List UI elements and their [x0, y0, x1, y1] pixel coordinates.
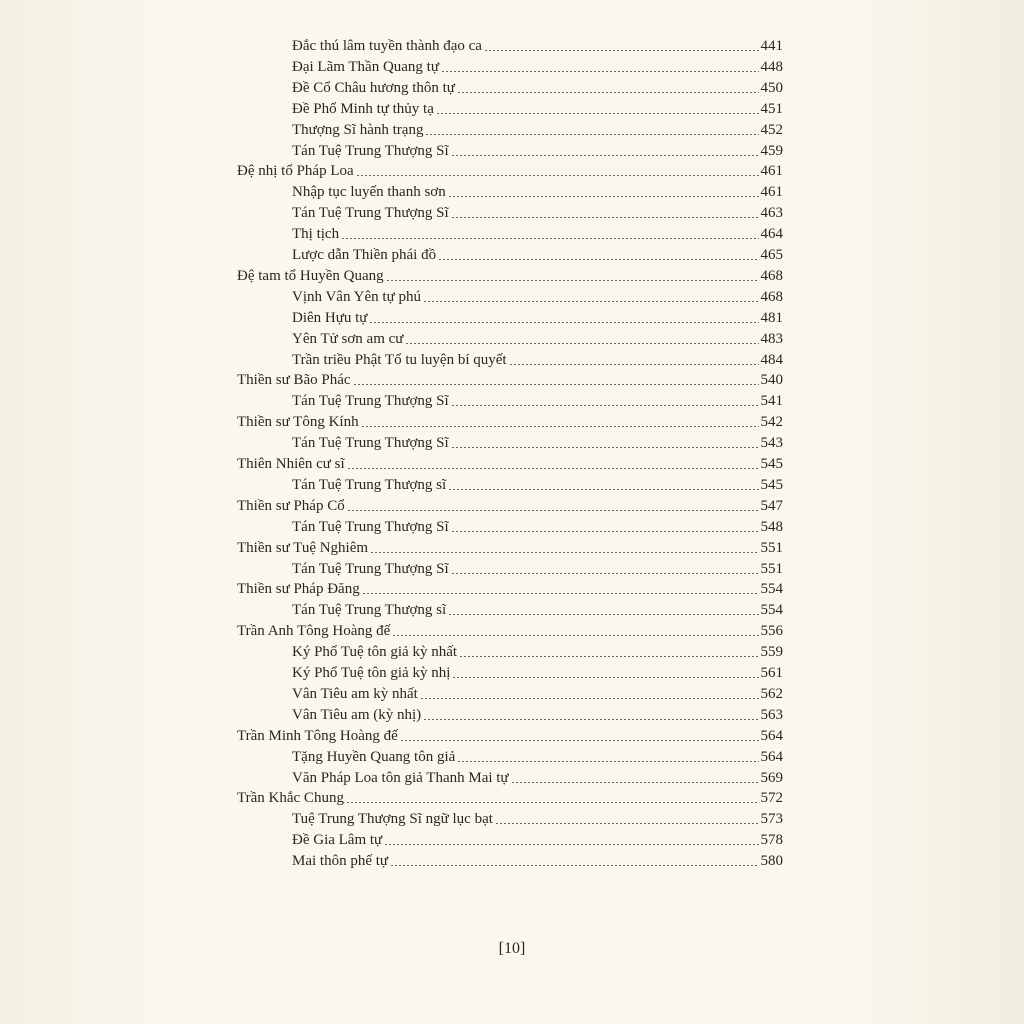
dot-leader — [369, 322, 758, 323]
toc-entry-page: 461 — [760, 184, 783, 201]
toc-entry-title: Đệ nhị tổ Pháp Loa — [237, 163, 354, 180]
toc-entry-page: 573 — [760, 811, 783, 828]
toc-entry-title: Văn Pháp Loa tôn giả Thanh Mai tự — [292, 769, 509, 786]
toc-entry-title: Ký Phổ Tuệ tôn giả kỳ nhất — [292, 644, 458, 661]
toc-entry-title: Yên Tử sơn am cư — [292, 330, 404, 347]
toc-subentry — [292, 600, 783, 620]
toc-entry-title: Trần triều Phật Tổ tu luyện bí quyết — [292, 351, 507, 368]
toc-entry-page: 580 — [760, 853, 783, 870]
dot-leader — [448, 489, 758, 490]
toc-entry-page: 561 — [760, 665, 783, 681]
toc-entry-title: Trần Anh Tông Hoàng đế — [237, 623, 391, 640]
toc-entry-page: 572 — [760, 790, 783, 807]
dot-leader — [459, 656, 758, 657]
toc-entry-page: 562 — [760, 685, 783, 702]
toc-subentry — [292, 182, 783, 202]
dot-leader — [362, 593, 759, 594]
toc-subentry — [292, 747, 783, 767]
toc-entry-title: Đắc thú lâm tuyền thành đạo ca — [292, 38, 482, 54]
toc-subentry — [292, 36, 783, 56]
dot-leader — [400, 740, 759, 741]
dot-leader — [423, 301, 759, 302]
toc-entry-page: 554 — [760, 581, 783, 598]
dot-leader — [451, 447, 759, 448]
toc-entry — [237, 412, 783, 432]
dot-leader — [353, 384, 759, 385]
toc-entry-title: Vân Tiêu am kỳ nhất — [292, 685, 418, 702]
dot-leader — [390, 865, 758, 866]
page-number: [10] — [498, 940, 526, 957]
toc-entry — [237, 370, 783, 390]
toc-entry-page: 450 — [760, 79, 783, 96]
toc-entry — [237, 496, 783, 516]
toc-entry — [237, 161, 783, 181]
toc-entry-page: 540 — [760, 372, 783, 389]
toc-entry-title: Thiền sư Pháp Cổ — [237, 497, 345, 514]
toc-entry-page: 564 — [760, 727, 783, 744]
toc-entry-page: 483 — [760, 330, 783, 347]
dot-leader — [436, 113, 759, 114]
toc-entry-page: 459 — [760, 142, 783, 159]
toc-entry-title: Tán Tuệ Trung Thượng Sĩ — [292, 205, 449, 222]
dot-leader — [441, 71, 759, 72]
dot-leader — [386, 280, 759, 281]
toc-subentry — [292, 141, 783, 161]
toc-entry-page: 545 — [760, 476, 783, 493]
toc-entry-page: 569 — [760, 769, 783, 786]
dot-leader — [448, 196, 759, 197]
toc-subentry — [292, 642, 783, 662]
toc-entry-page: 464 — [760, 226, 783, 243]
toc-subentry — [292, 684, 783, 704]
toc-entry-title: Tán Tuệ Trung Thượng Sĩ — [292, 560, 449, 577]
toc-entry-page: 559 — [760, 644, 783, 661]
dot-leader — [448, 614, 758, 615]
toc-entry-page: 547 — [760, 497, 783, 514]
dot-leader — [341, 238, 758, 239]
dot-leader — [457, 761, 758, 762]
toc-entry-page: 468 — [760, 267, 783, 284]
toc-subentry — [292, 433, 783, 453]
toc-entry-title: Đại Lãm Thần Quang tự — [292, 58, 439, 75]
toc-entry-title: Tán Tuệ Trung Thượng Sĩ — [292, 393, 449, 410]
toc-subentry — [292, 391, 783, 411]
dot-leader — [451, 155, 759, 156]
toc-entry-page: 551 — [760, 539, 783, 556]
toc-entry — [237, 788, 783, 808]
toc-subentry — [292, 203, 783, 223]
dot-leader — [347, 510, 759, 511]
toc-entry-page: 551 — [760, 560, 783, 577]
dot-leader — [451, 217, 759, 218]
toc-entry-page: 441 — [760, 38, 783, 54]
toc-entry-title: Đề Cổ Châu hương thôn tự — [292, 79, 455, 96]
toc-entry-page: 484 — [760, 351, 783, 368]
toc-subentry — [292, 308, 783, 328]
toc-entry-title: Mai thôn phế tự — [292, 853, 389, 870]
toc-entry-title: Tán Tuệ Trung Thượng sĩ — [292, 602, 447, 619]
toc-entry-page: 468 — [760, 288, 783, 305]
dot-leader — [509, 364, 759, 365]
dot-leader — [452, 677, 758, 678]
toc-entry-title: Tán Tuệ Trung Thượng Sĩ — [292, 142, 449, 159]
toc-entry-title: Đề Phổ Minh tự thủy tạ — [292, 100, 434, 117]
toc-entry-title: Tặng Huyền Quang tôn giả — [292, 748, 456, 765]
toc-entry-title: Tán Tuệ Trung Thượng Sĩ — [292, 518, 449, 535]
dot-leader — [451, 573, 759, 574]
toc-entry — [237, 266, 783, 286]
toc-entry — [237, 579, 783, 599]
toc-entry-title: Vịnh Vân Yên tự phú — [292, 288, 421, 305]
toc-entry-title: Lược dẫn Thiền phái đồ — [292, 247, 437, 263]
toc-entry — [237, 726, 783, 746]
toc-entry — [237, 621, 783, 641]
toc-subentry — [292, 517, 783, 537]
toc-entry-title: Thiền sư Tông Kính — [237, 414, 359, 431]
dot-leader — [423, 719, 758, 720]
toc-subentry — [292, 99, 783, 119]
toc-entry-page: 452 — [760, 121, 783, 138]
dot-leader — [347, 468, 759, 469]
toc-entry-title: Trần Khắc Chung — [237, 790, 344, 807]
dot-leader — [511, 782, 759, 783]
toc-subentry — [292, 78, 783, 98]
dot-leader — [370, 552, 758, 553]
toc-entry-page: 448 — [760, 58, 783, 75]
toc-subentry — [292, 224, 783, 244]
toc-subentry — [292, 120, 783, 140]
dot-leader — [405, 343, 758, 344]
dot-leader — [451, 405, 759, 406]
toc-entry-page: 461 — [760, 163, 783, 180]
toc-entry-page: 481 — [760, 309, 783, 326]
toc-subentry — [292, 245, 783, 265]
toc-entry-title: Đệ tam tổ Huyền Quang — [237, 267, 384, 284]
toc-subentry — [292, 809, 783, 829]
toc-subentry — [292, 287, 783, 307]
toc-entry-title: Tuệ Trung Thượng Sĩ ngữ lục bạt — [292, 811, 493, 828]
toc-entry-page: 556 — [760, 623, 783, 640]
toc-entry-page: 541 — [760, 393, 783, 410]
toc-subentry — [292, 350, 783, 370]
dot-leader — [346, 802, 759, 803]
toc-entry-page: 543 — [760, 435, 783, 452]
dot-leader — [356, 175, 759, 176]
toc-entry-title: Thiền sư Bão Phác — [237, 372, 351, 389]
toc-entry-page: 578 — [760, 832, 783, 849]
toc-entry-title: Diên Hựu tự — [292, 309, 368, 326]
toc-entry-page: 542 — [760, 414, 783, 431]
toc-entry — [237, 538, 783, 558]
toc-entry-page: 563 — [760, 706, 783, 723]
dot-leader — [425, 134, 758, 135]
toc-subentry — [292, 705, 783, 725]
dot-leader — [392, 635, 758, 636]
dot-leader — [495, 823, 759, 824]
toc-entry-page: 545 — [760, 456, 783, 472]
toc-entry-page: 451 — [760, 100, 783, 117]
toc-entry-page: 465 — [760, 247, 783, 263]
toc-entry-title: Thiền sư Pháp Đăng — [237, 581, 360, 598]
toc-subentry — [292, 475, 783, 495]
toc-entry-page: 554 — [760, 602, 783, 619]
toc-subentry — [292, 663, 783, 683]
dot-leader — [384, 844, 758, 845]
toc-entry-page: 564 — [760, 748, 783, 765]
toc-entry — [237, 454, 783, 474]
toc-entry-title: Tán Tuệ Trung Thượng Sĩ — [292, 435, 449, 452]
toc-entry-title: Vân Tiêu am (kỳ nhị) — [292, 706, 422, 723]
toc-entry-title: Ký Phổ Tuệ tôn giả kỳ nhị — [292, 665, 451, 681]
toc-subentry — [292, 768, 783, 788]
toc-subentry — [292, 329, 783, 349]
toc-entry-title: Thị tịch — [292, 226, 340, 243]
dot-leader — [361, 426, 759, 427]
toc-entry-title: Tán Tuệ Trung Thượng sĩ — [292, 476, 447, 493]
toc-entry-page: 463 — [760, 205, 783, 222]
dot-leader — [438, 259, 758, 260]
toc-subentry — [292, 559, 783, 579]
toc-subentry — [292, 851, 783, 871]
toc-entry-title: Thượng Sĩ hành trạng — [292, 121, 424, 138]
toc-entry-page: 548 — [760, 518, 783, 535]
toc-subentry — [292, 57, 783, 77]
dot-leader — [451, 531, 759, 532]
toc-entry-title: Đề Gia Lâm tự — [292, 832, 383, 849]
toc-entry-title: Nhập tục luyến thanh sơn — [292, 184, 446, 201]
toc-entry-title: Thiên Nhiên cư sĩ — [237, 456, 345, 472]
toc-entry-title: Thiền sư Tuệ Nghiêm — [237, 539, 369, 556]
toc-subentry — [292, 830, 783, 850]
toc-entry-title: Trần Minh Tông Hoàng đế — [237, 727, 398, 744]
dot-leader — [457, 92, 759, 93]
dot-leader — [484, 50, 759, 51]
dot-leader — [420, 698, 759, 699]
